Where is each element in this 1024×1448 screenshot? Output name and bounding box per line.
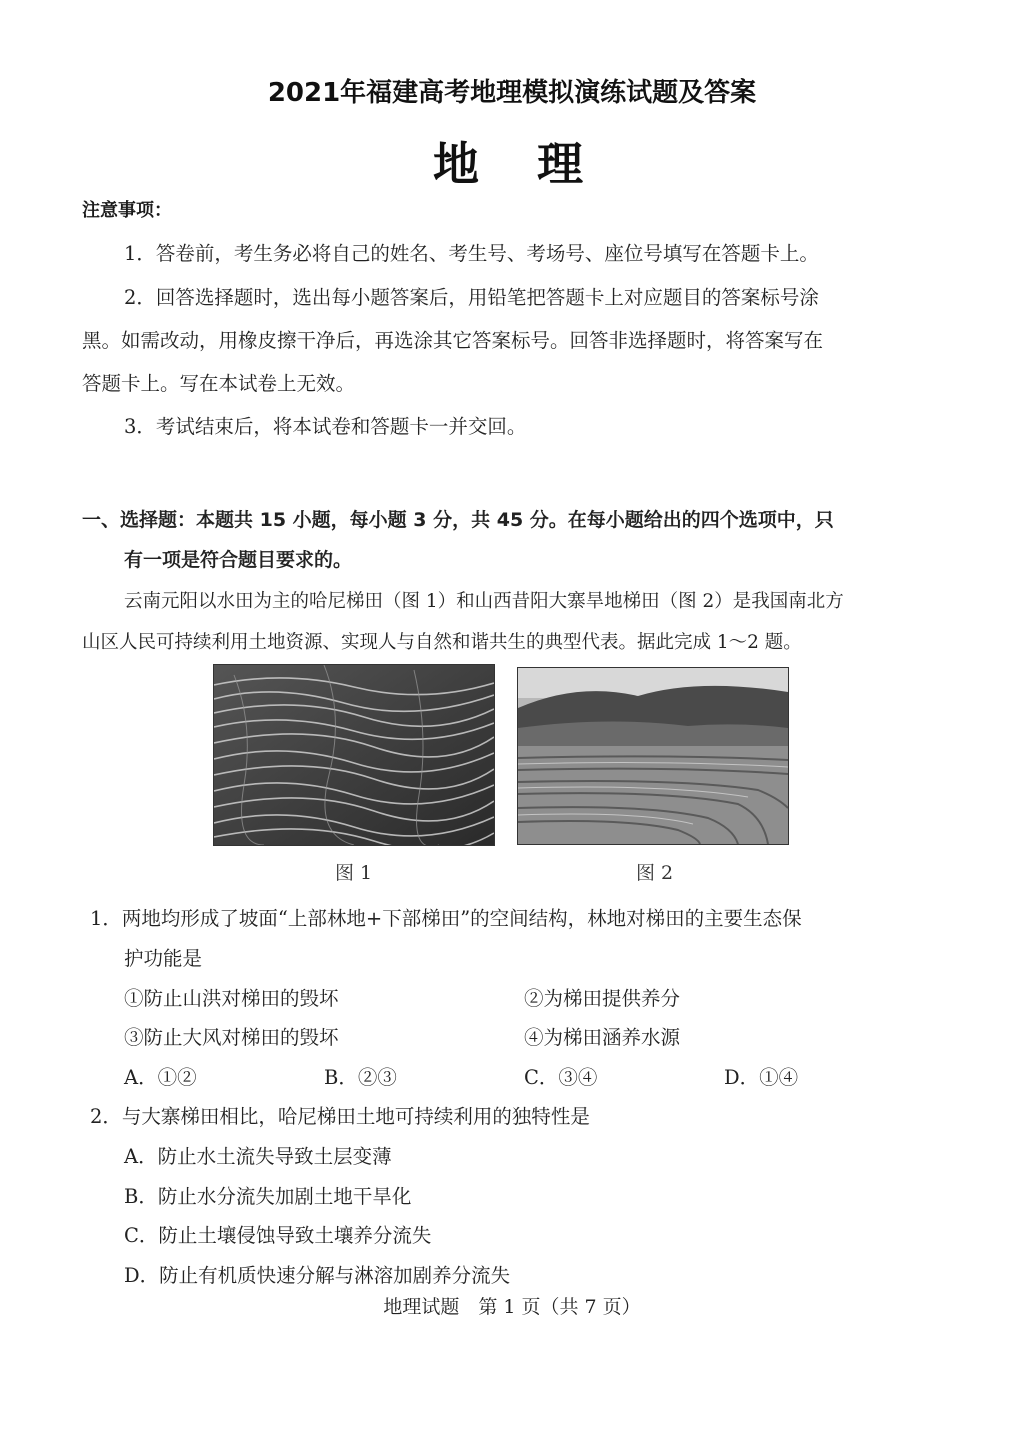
question-2-option-c: C．防止土壤侵蚀导致土壤养分流失 [124,1224,432,1247]
subject-title [0,128,1024,194]
question-1-statement-3: ③防止大风对梯田的毁坏 [124,1026,339,1049]
notice-line-4: 答题卡上。写在本试卷上无效。 [82,372,356,395]
question-1-stem-line-2: 护功能是 [124,947,203,970]
notice-line-3: 黑。如需改动，用橡皮擦干净后，再选涂其它答案标号。回答非选择题时，将答案写在 [82,329,824,352]
question-1-choice-a: A．①② [124,1066,197,1089]
question-1-choice-b: B．②③ [324,1066,397,1089]
figure-2-photo [517,667,789,845]
notice-line-1: 1．答卷前，考生务必将自己的姓名、考生号、考场号、座位号填写在答题卡上。 [124,242,819,265]
question-1-choice-d: D．①④ [724,1066,799,1089]
section-heading-line-1: 一、选择题：本题共 15 小题，每小题 3 分，共 45 分。在每小题给出的四个选项中，只 [82,509,834,531]
question-2-option-a: A．防止水土流失导致土层变薄 [124,1145,392,1168]
figure-1-photo [213,664,495,846]
question-1-stem-line-1: 1．两地均形成了坡面“上部林地+下部梯田”的空间结构，林地对梯田的主要生态保 [90,907,802,930]
intro-line-1: 云南元阳以水田为主的哈尼梯田（图 1）和山西昔阳大寨旱地梯田（图 2）是我国南北方 [124,591,844,612]
document-title: 2021年福建高考地理模拟演练试题及答案 [267,78,757,108]
page-footer: 地理试题 第 1 页（共 7 页） [383,1296,641,1318]
intro-line-2: 山区人民可持续利用土地资源、实现人与自然和谐共生的典型代表。据此完成 1～2 题。 [82,632,802,653]
subject-char-2: 理 [537,137,591,191]
figure-2-caption: 图 2 [636,862,674,884]
notice-line-5: 3．考试结束后，将本试卷和答题卡一并交回。 [124,415,527,438]
question-1-statement-1: ①防止山洪对梯田的毁坏 [124,987,339,1010]
question-2-option-d: D．防止有机质快速分解与淋溶加剧养分流失 [124,1264,511,1287]
section-heading-line-2: 有一项是符合题目要求的。 [124,549,353,571]
question-1-statement-2: ②为梯田提供养分 [524,987,681,1010]
question-1-choice-c: C．③④ [524,1066,598,1089]
question-2-option-b: B．防止水分流失加剧土地干旱化 [124,1185,412,1208]
notice-heading: 注意事项： [82,200,172,221]
notice-line-2: 2．回答选择题时，选出每小题答案后，用铅笔把答题卡上对应题目的答案标号涂 [124,286,819,309]
figure-1-caption: 图 1 [335,862,373,884]
question-2-stem: 2．与大寨梯田相比，哈尼梯田土地可持续利用的独特性是 [90,1105,590,1128]
subject-char-1: 地 [433,137,487,191]
question-1-statement-4: ④为梯田涵养水源 [524,1026,681,1049]
